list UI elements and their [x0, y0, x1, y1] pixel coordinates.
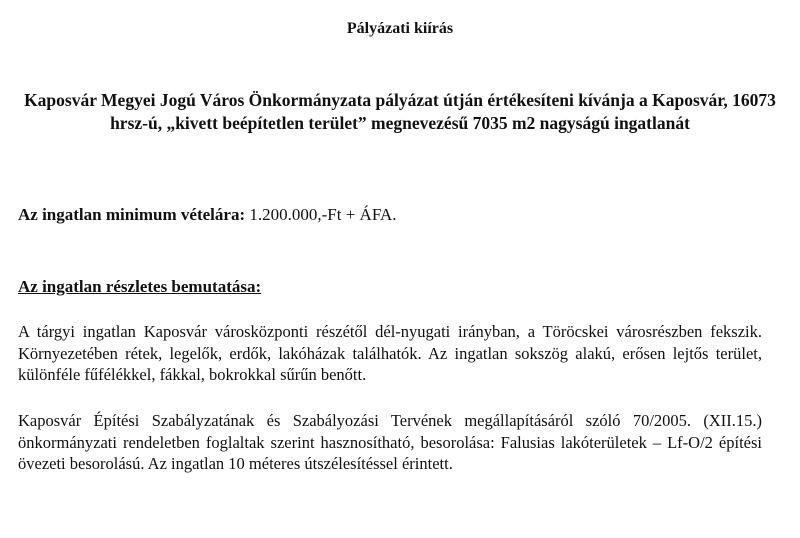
section-title: Az ingatlan részletes bemutatása:	[18, 277, 262, 296]
price-line	[18, 204, 397, 226]
document-heading: Kaposvár Megyei Jogú Város Önkormányzata pályázat útján értékesíteni kívánja a Kaposvár, 16073 hrsz-ú, „kivett beépítetlen terület” megnevezésű 7035 m2 nagyságú ingatlanát	[24, 90, 776, 133]
description-paragraph: A tárgyi ingatlan Kaposvár városközponti részétől dél-nyugati irányban, a Töröcskei városrészben fekszik. Környezetében rétek, legelők, erdők, lakóházak találhatók. Az ingatlan sokszög alakú, erősen lejtős terület, különféle fűfélékkel, fákkal, bokrokkal sűrűn benőtt.	[18, 322, 762, 384]
document-title: Pályázati kiírás	[346, 20, 454, 37]
price-label: Az ingatlan minimum vételára:	[18, 205, 246, 224]
zoning-paragraph: Kaposvár Építési Szabályzatának és Szabályozási Tervének megállapításáról szóló 70/2005. (XII.15.) önkormányzati rendeletben foglaltak szerint hasznosítható, besorolása: Falusias lakóterületek – Lf-O/2 építési övezeti besorolású. Az ingatlan 10 méteres útszélesítéssel érintett.	[18, 411, 762, 473]
price-value: 1.200.000,-Ft + ÁFA.	[249, 205, 397, 224]
